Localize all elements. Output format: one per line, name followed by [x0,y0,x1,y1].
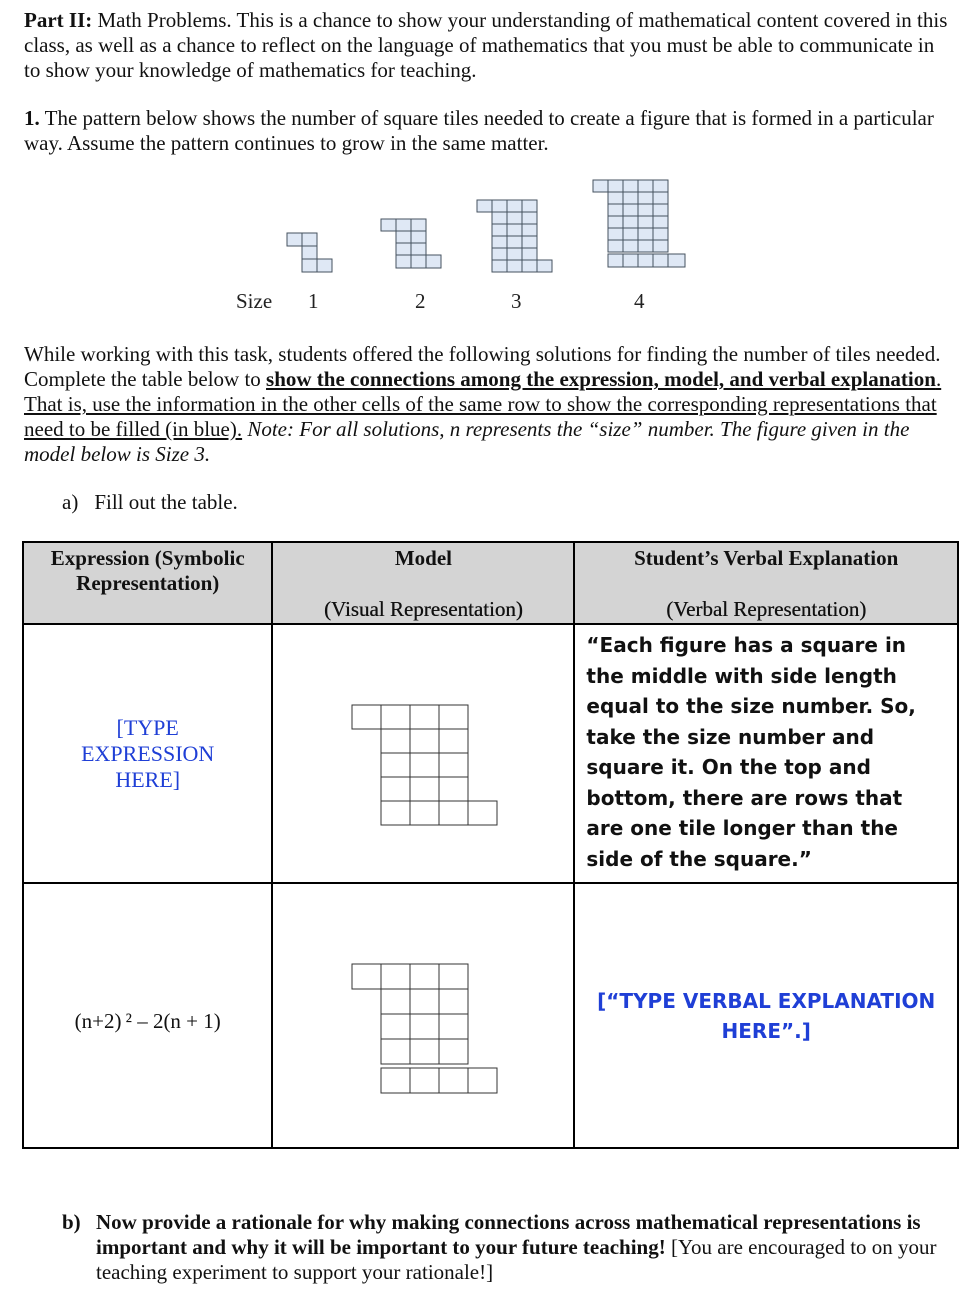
row1-model-cell [272,624,574,883]
problem-1-text: 1. The pattern below shows the number of square tiles needed to create a figure that is formed in a particular way. Assume the pattern continues to grow in the same matter. [24,106,934,155]
table-header-row [23,542,958,624]
size-number-4: 4 [634,289,645,313]
row1-expression-cell[interactable] [23,624,272,883]
size-3-model-figure [273,884,573,1147]
row1-verbal-cell [574,624,958,883]
size-number-1: 1 [308,289,319,313]
verbal-explanation-text: “Each figure has a square in the middle with side length equal to the size number. So, take the size number and square it. On the top and bottom, there are rows that are one tile longer than the side of the square.” [586,633,916,871]
part-ii-heading: Part II: Math Problems. This is a chance to show your understanding of mathematical content covered in this class, as well as a chance to reflect on the language of mathematics that you must be able to communicate in to show your knowledge of mathematics for teaching. [24,8,948,82]
verbal-input-prompt[interactable]: [“TYPE VERBAL EXPLANATION HERE”.] [597,988,936,1043]
pattern-size-2 [381,219,441,268]
header-model: Model (Visual Representation) [272,542,574,624]
part-a-prompt: a) Fill out the table. [62,490,238,514]
representations-table [22,541,959,1149]
header-expression: Expression (Symbolic Representation) [23,542,272,624]
size-3-model-figure [273,625,573,882]
pattern-size-3 [477,200,552,272]
row2-model-cell [272,883,574,1148]
row2-expression-cell [23,883,272,1148]
size-number-3: 3 [511,289,522,313]
part-b-prompt: b) Now provide a rationale for why making connections across mathematical representations is important and why it will be important to your future teaching! [You are encouraged to on your teaching experiment to support your rationale!] [62,1210,937,1284]
table-row [23,883,958,1148]
row2-verbal-cell[interactable] [574,883,958,1148]
pattern-size-1 [287,233,332,272]
pattern-size-4 [593,180,685,267]
header-verbal: Student’s Verbal Explanation (Verbal Representation) [574,542,958,624]
instructions-paragraph: While working with this task, students offered the following solutions for finding the number of tiles needed. Complete the table below to show the connections among the expression, model, and verbal explanation. That is, use the information in the other cells of the same row to show the corresponding representations that need to be filled (in blue). Note: For all solutions, n represents the “size” number. The figure given in the model below is Size 3. [24,342,942,466]
size-number-2: 2 [415,289,426,313]
size-label: Size [236,289,273,313]
expression-text: (n+2) ² – 2(n + 1) [74,1008,221,1033]
expression-input-prompt[interactable]: [TYPE EXPRESSION HERE] [81,714,215,792]
table-row [23,624,958,883]
tile-pattern-figure [230,172,700,322]
